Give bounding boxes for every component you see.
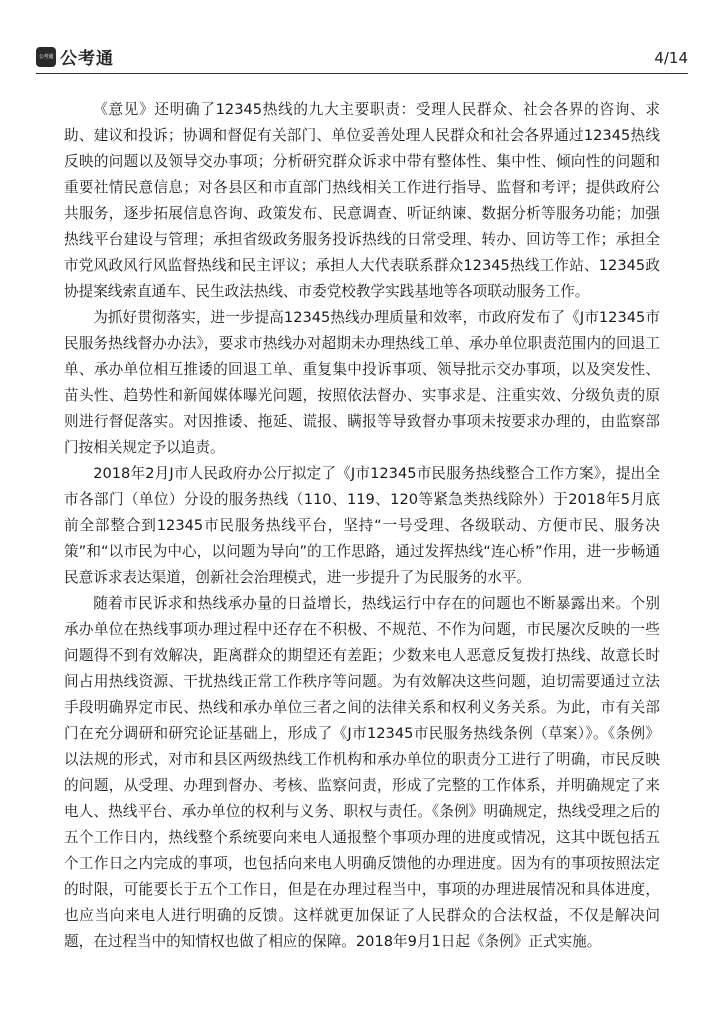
header-divider [36,73,688,74]
paragraph: 2018年2月J市人民政府办公厅拟定了《J市12345市民服务热线整合工作方案》，提出全市各部门（单位）分设的服务热线（110、119、120等紧急类热线除外）于2018年5月底前全部整合到12345市民服务热线平台，坚持“一号受理、各级联动、方便市民、服务决策”和“以市民为中心，以问题为导向”的工作思路，通过发挥热线“连心桥”作用，进一步畅通民意诉求表达渠道，创新社会治理模式，进一步提升了为民服务的水平。 [64,465,660,586]
brand-name: 公考通 [60,49,114,69]
paragraph: 《意见》还明确了12345热线的九大主要职责：受理人民群众、社会各界的咨询、求助、建议和投诉；协调和督促有关部门、单位妥善处理人民群众和社会各界通过12345热线反映的问题以及领导交办事项；分析研究群众诉求中带有整体性、集中性、倾向性的问题和重要社情民意信息；对各县区和市直部门热线相关工作进行指导、监督和考评；提供政府公共服务，逐步拓展信息咨询、政策发布、民意调查、听证纳谏、数据分析等服务功能；加强热线平台建设与管理；承担省级政务服务投诉热线的日常受理、转办、回访等工作；承担全市党风政风行风监督热线和民主评议；承担人大代表联系群众12345热线工作站、12345政协提案线索直通车、民生政法热线、市委党校教学实践基地等各项联动服务工作。 [64,101,660,300]
paragraph: 为抓好贯彻落实，进一步提高12345热线办理质量和效率，市政府发布了《J市12345市民服务热线督办办法》，要求市热线办对超期未办理热线工单、承办单位职责范围内的回退工单、承办单位相互推诿的回退工单、重复集中投诉事项、领导批示交办事项，以及突发性、苗头性、趋势性和新闻媒体曝光问题，按照依法督办、实事求是、注重实效、分级负责的原则进行督促落实。对因推诿、拖延、谎报、瞒报等导致督办事项未按要求办理的，由监察部门按相关规定予以追责。 [64,309,660,456]
page-header [36,44,688,72]
page-number: 4/14 [654,49,688,67]
paragraph: 随着市民诉求和热线承办量的日益增长，热线运行中存在的问题也不断暴露出来。个别承办单位在热线事项办理过程中还存在不积极、不规范、不作为问题，市民屡次反映的一些问题得不到有效解决，距离群众的期望还有差距；少数来电人恶意反复拨打热线、故意长时间占用热线资源、干扰热线正常工作秩序等问题。为有效解决这些问题，迫切需要通过立法手段明确界定市民、热线和承办单位三者之间的法律关系和权利义务关系。为此，市有关部门在充分调研和研究论证基础上，形成了《J市12345市民服务热线条例（草案）》。《条例》以法规的形式，对市和县区两级热线工作机构和承办单位的职责分工进行了明确，市民反映的问题，从受理、办理到督办、考核、监察问责，形成了完整的工作体系，并明确规定了来电人、热线平台、承办单位的权利与义务、职权与责任。《条例》明确规定，热线受理之后的五个工作日内，热线整个系统要向来电人通报整个事项办理的进度或情况，这其中既包括五个工作日之内完成的事项，也包括向来电人明确反馈他的办理进度。因为有的事项按照法定的时限，可能要长于五个工作日，但是在办理过程当中，事项的办理进展情况和具体进度，也应当向来电人进行明确的反馈。这样就更加保证了人民群众的合法权益，不仅是解决问题，在过程当中的知情权也做了相应的保障。2018年9月1日起《条例》正式实施。 [64,595,660,950]
document-body [64,97,660,955]
brand-logo: 公考通 [36,47,56,67]
brand [36,44,114,69]
